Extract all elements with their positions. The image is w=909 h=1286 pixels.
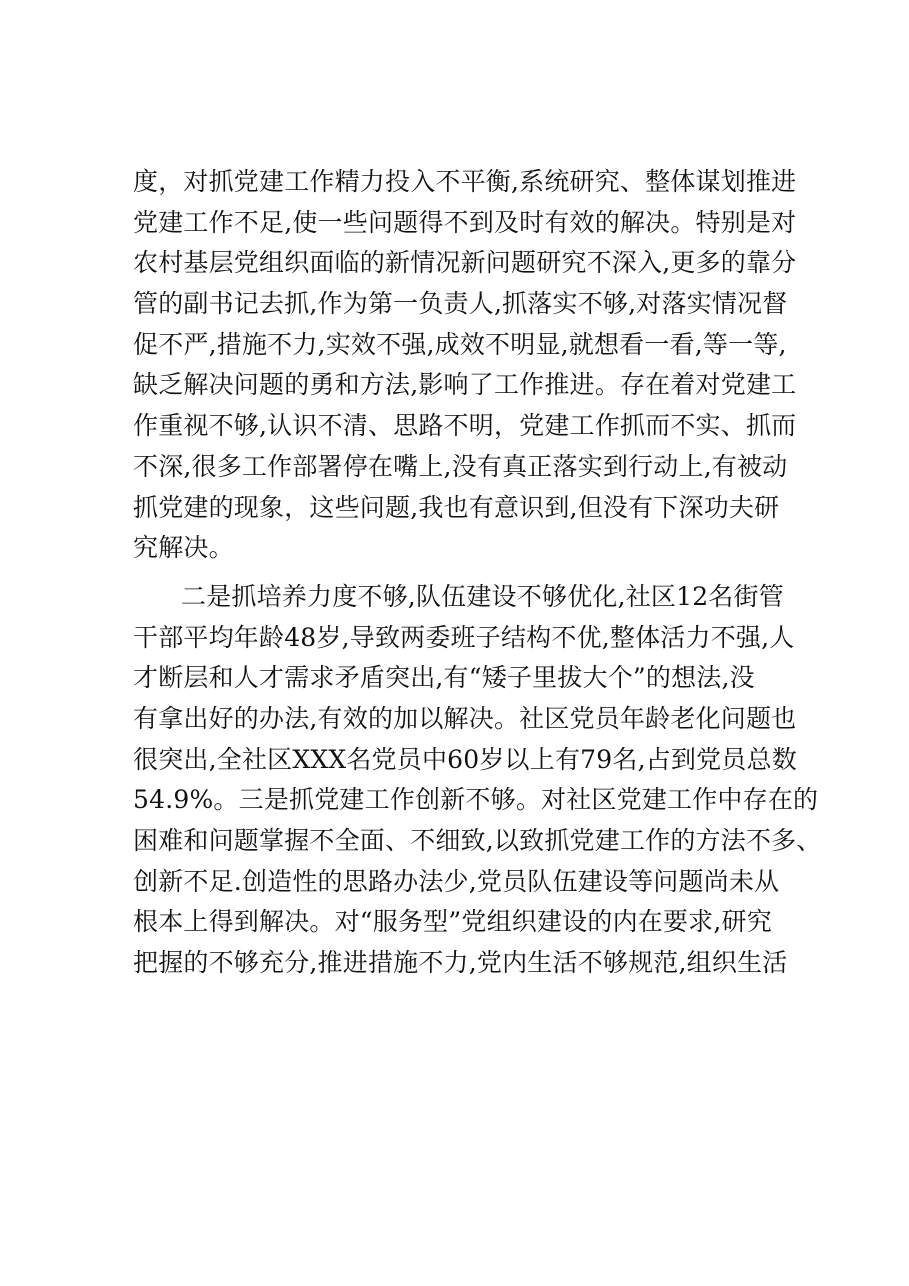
text-line: 管的副书记去抓,作为第一负责人,抓落实不够,对落实情况督: [133, 289, 788, 319]
text-line: 干部平均年龄48岁,导致两委班子结构不优,整体活力不强,人: [133, 622, 795, 652]
text-line: 根本上得到解决。对“服务型”党组织建设的内在要求,研究: [133, 907, 772, 937]
text-line: 二是抓培养力度不够,队伍建设不够优化,社区12名街管: [181, 581, 784, 611]
text-line: 缺乏解决问题的勇和方法,影响了工作推进。存在着对党建工: [133, 370, 797, 400]
paragraph-second: [133, 577, 822, 984]
text-line: 创新不足.创造性的思路办法少,党员队伍建设等问题尚未从: [133, 866, 780, 896]
text-line: 把握的不够充分,推进措施不力,党内生活不够规范,组织生活: [133, 948, 788, 978]
document-body: [133, 162, 822, 984]
text-line: 作重视不够,认识不清、思路不明，党建工作抓而不实、抓而: [133, 411, 797, 441]
text-line: 才断层和人才需求矛盾突出,有“矮子里拔大个”的想法,没: [133, 663, 755, 693]
text-line: 抓党建的现象，这些问题,我也有意识到,但没有下深功夫研: [133, 492, 780, 522]
text-line: 有拿出好的办法,有效的加以解决。社区党员年龄老化问题也: [133, 703, 797, 733]
text-line: 农村基层党组织面临的新情况新问题研究不深入,更多的靠分: [133, 248, 797, 278]
text-line: 究解决。: [133, 533, 234, 563]
text-line: 很突出,全社区XXX名党员中60岁以上有79名,占到党员总数: [133, 744, 797, 774]
text-line: 党建工作不足,使一些问题得不到及时有效的解决。特别是对: [133, 207, 797, 237]
paragraph-continued: [133, 162, 797, 569]
text-line: 促不严,措施不力,实效不强,成效不明显,就想看一看,等一等,: [133, 329, 787, 359]
text-line: 不深,很多工作部署停在嘴上,没有真正落实到行动上,有被动: [133, 451, 788, 481]
text-line: 困难和问题掌握不全面、不细致,以致抓党建工作的方法不多、: [133, 826, 822, 855]
text-line: 度，对抓党建工作精力投入不平衡,系统研究、整体谋划推进: [133, 167, 797, 196]
text-line: 54.9%。三是抓党建工作创新不够。对社区党建工作中存在的: [133, 785, 819, 815]
